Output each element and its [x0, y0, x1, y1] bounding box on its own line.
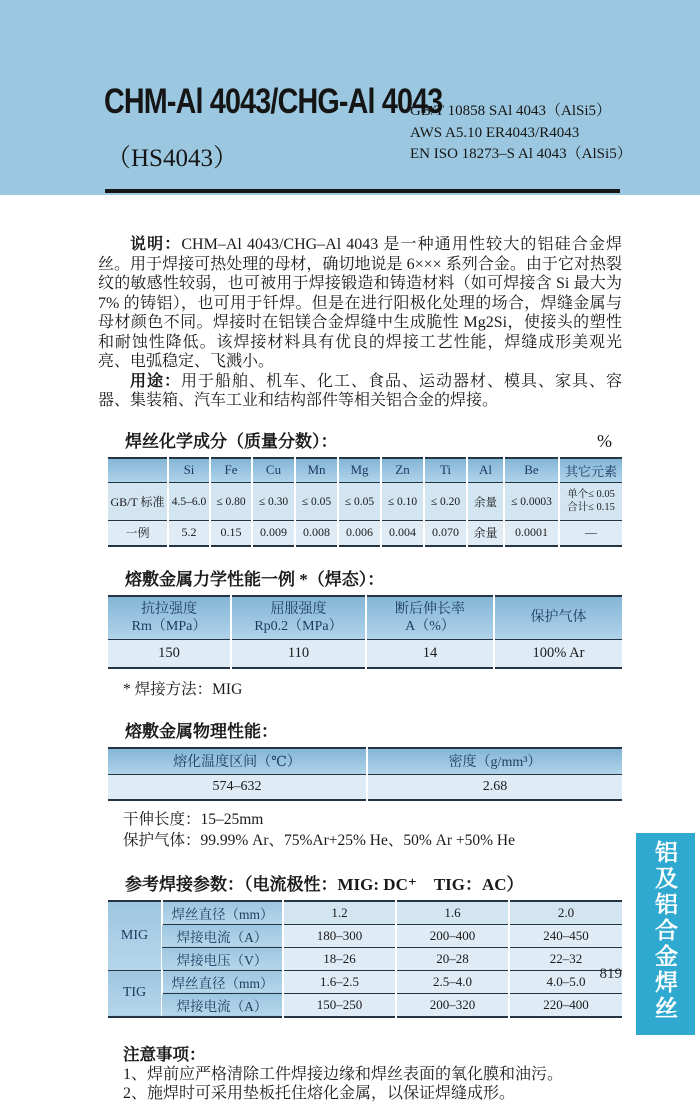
- cell: 200–400: [396, 924, 509, 947]
- header-line: 抗拉强度: [141, 601, 197, 617]
- cell: 2.68: [367, 775, 622, 800]
- cell: 100% Ar: [494, 640, 622, 668]
- column-header: Fe: [210, 458, 252, 483]
- cell: 2.0: [509, 901, 622, 925]
- param-label: 焊接电压（V）: [162, 947, 283, 970]
- usage-text: 用于船舶、机车、化工、食品、运动器材、模具、家具、容器、集装箱、汽车工业和结构部件等相关铝合金的焊接。: [98, 372, 622, 409]
- cell: 1.2: [283, 901, 396, 925]
- cell: 0.070: [424, 521, 467, 546]
- cell-other-elements: [559, 483, 622, 521]
- chemical-composition-table: [108, 457, 622, 547]
- product-alias: （HS4043）: [106, 145, 238, 172]
- description-paragraph: [98, 235, 622, 372]
- description-label: 说明：: [130, 236, 182, 253]
- cell: 5.2: [168, 521, 210, 546]
- cell: ≤ 0.10: [381, 483, 424, 521]
- mechanical-section-header: [108, 565, 622, 590]
- params-title: [108, 870, 524, 895]
- header-line: 屈服强度: [270, 601, 327, 617]
- usage-label: 用途：: [130, 372, 181, 390]
- cell: 18–26: [283, 947, 396, 970]
- params-polarity: （电流极性：MIG: DC⁺ TIG：AC）: [244, 874, 524, 894]
- param-label: 焊丝直径（mm）: [162, 901, 283, 925]
- column-header: Ti: [424, 458, 467, 483]
- cell: 180–300: [283, 924, 396, 947]
- cell: 2.5–4.0: [396, 970, 509, 993]
- row-label: GB/T 标准: [108, 483, 168, 521]
- param-label: 焊接电流（A）: [162, 924, 283, 947]
- standard-line: AWS A5.10 ER4043/R4043: [410, 124, 580, 141]
- cell: 余量: [467, 521, 504, 546]
- usage-paragraph: [98, 372, 622, 411]
- column-header: Si: [168, 458, 210, 483]
- notes-title: 注意事项：: [123, 1044, 206, 1064]
- header-line: Rm（MPa）: [131, 618, 207, 634]
- group-label-tig: TIG: [108, 970, 162, 1017]
- side-tab-label: 铝及铝合金焊丝: [652, 840, 678, 1022]
- params-section-header: [108, 870, 622, 895]
- column-header: [231, 596, 366, 640]
- cell: 0.006: [338, 521, 381, 546]
- cell: 20–28: [396, 947, 509, 970]
- standard-line: EN ISO 18273–S Al 4043（AlSi5）: [410, 146, 632, 162]
- table-row: [108, 640, 622, 668]
- cell: 200–320: [396, 993, 509, 1017]
- column-header: Mn: [295, 458, 338, 483]
- cell: 574–632: [108, 775, 367, 800]
- column-header: Al: [467, 458, 504, 483]
- cell-other-elements: —: [559, 521, 622, 546]
- table-row: [108, 901, 622, 925]
- cell: 余量: [467, 483, 504, 521]
- column-header: [494, 596, 622, 640]
- cell: 0.009: [252, 521, 295, 546]
- physical-title: 熔敷金属物理性能：: [125, 721, 278, 741]
- cell: 0.004: [381, 521, 424, 546]
- column-header: Be: [504, 458, 559, 483]
- cell: 1.6: [396, 901, 509, 925]
- cell: ≤ 0.05: [295, 483, 338, 521]
- stickout-length-line: 干伸长度：15–25mm: [123, 810, 264, 828]
- column-header: [108, 458, 168, 483]
- column-header: [108, 596, 231, 640]
- cell: 0.15: [210, 521, 252, 546]
- cell: 0.008: [295, 521, 338, 546]
- cell: ≤ 0.20: [424, 483, 467, 521]
- mechanical-footnote: * 焊接方法：MIG: [123, 680, 243, 698]
- mechanical-properties-table: [108, 595, 622, 669]
- cell: 1.6–2.5: [283, 970, 396, 993]
- chemical-title: 焊丝化学成分（质量分数）：: [125, 431, 338, 451]
- table-row: [108, 775, 622, 800]
- row-label: 一例: [108, 521, 168, 546]
- column-header: Mg: [338, 458, 381, 483]
- note-item: 2、施焊时可采用垫板托住熔化金属，以保证焊缝成形。: [123, 1084, 516, 1102]
- column-header: 熔化温度区间（℃）: [108, 748, 367, 775]
- standard-line: GB/T 10858 SAl 4043（AlSi5）: [410, 103, 611, 119]
- page-number: 819: [599, 966, 622, 982]
- welding-parameters-table: [108, 900, 622, 1018]
- params-title-text: 参考焊接参数：: [125, 874, 244, 894]
- side-tab-aluminum-wire: [636, 833, 695, 1035]
- other-total: 合计≤ 0.15: [567, 501, 615, 513]
- column-header: [366, 596, 494, 640]
- column-header: 其它元素: [559, 458, 622, 483]
- shield-gas-line: 保护气体：99.99% Ar、75%Ar+25% He、50% Ar +50% He: [123, 831, 516, 849]
- other-single: 单个≤ 0.05: [567, 489, 615, 500]
- param-label: 焊丝直径（mm）: [162, 970, 283, 993]
- cell: 0.0001: [504, 521, 559, 546]
- column-header: Cu: [252, 458, 295, 483]
- cell: ≤ 0.30: [252, 483, 295, 521]
- cell: 4.5–6.0: [168, 483, 210, 521]
- cell: ≤ 0.05: [338, 483, 381, 521]
- cell: 14: [366, 640, 494, 668]
- param-label: 焊接电流（A）: [162, 993, 283, 1017]
- table-row: [108, 521, 622, 546]
- header-line: A（%）: [405, 618, 455, 634]
- cell: ≤ 0.80: [210, 483, 252, 521]
- mechanical-header-row: [108, 596, 622, 640]
- header-line: 断后伸长率: [395, 601, 465, 617]
- cell: 220–400: [509, 993, 622, 1017]
- group-label-mig: MIG: [108, 901, 162, 971]
- column-header: 密度（g/mm³）: [367, 748, 622, 775]
- chemical-header-row: [108, 458, 622, 483]
- page-header: [0, 0, 700, 195]
- table-row: [108, 483, 622, 521]
- chemical-section-header: [108, 427, 622, 452]
- note-item: 1、焊前应严格清除工件焊接边缘和焊丝表面的氧化膜和油污。: [123, 1065, 564, 1083]
- cell: 4.0–5.0: [509, 970, 622, 993]
- table-row: [108, 993, 622, 1017]
- cell: 22–32: [509, 947, 622, 970]
- chemical-unit: %: [597, 430, 612, 451]
- cell: 150: [108, 640, 231, 668]
- column-header: Zn: [381, 458, 424, 483]
- physical-properties-table: [108, 747, 622, 801]
- header-line: 保护气体: [530, 610, 587, 626]
- physical-header-row: [108, 748, 622, 775]
- product-title: CHM-Al 4043/CHG-Al 4043: [104, 82, 443, 121]
- cell: 240–450: [509, 924, 622, 947]
- header-line: Rp0.2（MPa）: [254, 618, 343, 634]
- cell: ≤ 0.0003: [504, 483, 559, 521]
- cell: 150–250: [283, 993, 396, 1017]
- physical-section-header: [108, 717, 622, 742]
- cell: 110: [231, 640, 366, 668]
- header-divider: [105, 189, 620, 193]
- standards-list: [410, 101, 632, 166]
- table-row: [108, 924, 622, 947]
- description-text: CHM–Al 4043/CHG–Al 4043 是一种通用性较大的铝硅合金焊丝。用于焊接可热处理的母材，确切地说是 6××× 系列合金。由于它对热裂纹的敏感性较弱，也可被用于焊接锻造和铸造材料（如可焊接含 Si 最大为 7% 的铸铝），也可用于钎焊。但是在进行阳极化处理的场合，焊缝金属与母材颜色不同。焊接时在铝镁合金焊缝中生成脆性 Mg2Si，使接头的塑性和耐蚀性降低。该焊接材料具有优良的焊接工艺性能，焊缝成形美观光亮、电弧稳定、飞溅小。: [98, 236, 622, 370]
- mechanical-title: 熔敷金属力学性能一例 *（焊态）：: [125, 569, 385, 589]
